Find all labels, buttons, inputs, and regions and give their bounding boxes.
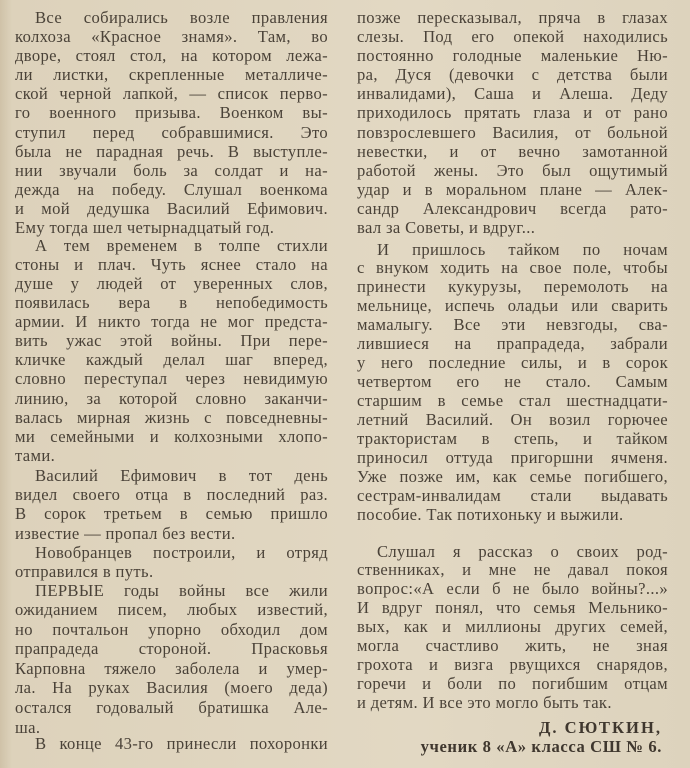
paragraph [15,236,328,466]
text-line: мельнице, испечь оладьи или сварить [357,297,668,316]
text-line: приносил оттуда пригоршни ячменя. [357,448,668,467]
paragraph [15,734,328,753]
text-line: горечи и боли по погибшим отцам [357,674,668,693]
text-line: была не парадная речь. В выступле- [15,141,328,161]
text-line: стоны и плач. Чуть яснее стало на [15,254,328,274]
text-line: прапрадеда стороной. Прасковья [15,639,328,659]
text-line: ПЕРВЫЕ годы войны все жили [35,580,328,600]
article-column-right [357,0,668,768]
paragraph [15,466,328,544]
text-line: инвалидами), Саша и Алеша. Деду [357,84,668,104]
text-line: повзрослевшего Василия, от больной [357,122,668,142]
text-line: ожиданием писем, любых известий, [15,600,328,620]
author-caption: ученик 8 «А» класса СШ № 6. [420,737,662,756]
text-line: работой жены. Это был ощутимый [357,160,668,180]
text-line: и детям. И все это могло быть так. [357,693,612,712]
text-line: ла. На руках Василия (моего деда) [15,678,328,698]
text-line: постоянно голодные маленькие Ню- [357,46,668,66]
text-line: ша. [15,717,41,737]
text-line: кличке каждый делал шаг вперед, [15,350,328,370]
text-line: могла счастливо жить, не зная [357,636,668,655]
text-line: слезы. Под его опекой находились [357,27,668,47]
text-line: ступил перед собравшимися. Это [15,122,328,142]
text-line: старшим в семье стал шестнадцати- [357,392,668,410]
text-line: Ему тогда шел четырнадцатый год. [15,218,275,238]
text-line: тами. [15,446,56,466]
text-line: трактористам в степь, и тайком [357,429,668,448]
text-line: грохота и визга рвущихся снарядов, [357,655,668,674]
text-line: ской черной лапкой, — список перво- [15,84,328,104]
text-line: И пришлось тайком по ночам [377,240,668,259]
text-line: вить ужас этой войны. При пере- [15,331,328,351]
paragraph [15,581,328,738]
text-line: словно переступал через невидимую [15,369,328,389]
text-line: В конце 43-го принесли похоронки [35,733,328,753]
author-name: Д. СЮТКИН, [538,718,662,737]
text-line: у него последние силы, и в сорок [357,354,668,373]
paragraph [357,8,668,237]
text-line: ственниках, и мне не давал покоя [357,561,668,580]
text-line: лившиеся на прапрадеда, забрали [357,335,668,354]
text-line: И вдруг понял, что семья Мельнико- [357,599,668,618]
text-line: невестки, и от вечно замотанной [357,141,668,161]
paragraph [15,8,328,237]
text-line: валась мирная жизнь с повседневны- [15,407,328,427]
text-line: дежда на победу. Слушал военкома [15,179,328,199]
text-line: позже пересказывал, пряча в глазах [357,8,668,27]
text-line: приходилось прятать глаза и от рано [357,103,668,123]
text-line: появилась вера в непобедимость [15,292,328,312]
text-line: и мой дедушка Василий Ефимович. [15,198,328,218]
text-line: но почтальон упорно обходил дом [15,619,328,639]
text-line: вых, как и миллионы других семей, [357,618,668,637]
text-line: Слушал я рассказ о своих род- [377,542,668,561]
text-line: летний Василий. Он возил горючее [357,410,668,429]
text-line: мамалыгу. Все эти невзгоды, сва- [357,316,668,335]
text-line: ра, Дуся (девочки с детства были [357,65,668,85]
text-line: отправился в путь. [15,561,154,581]
text-line: Уже позже им, как семье погибшего, [357,467,668,486]
text-line: линию, за которой словно заканчи- [15,388,328,408]
text-line: остался годовалый братишка Але- [15,698,328,718]
text-line: дворе, стоял стол, на котором лежа- [15,46,328,66]
text-line: А тем временем в толпе стихли [35,235,328,255]
text-line: армии. И никто тогда не мог предста- [15,312,328,332]
article-column-left [15,0,328,768]
paragraph [357,543,668,713]
text-line: вопрос:«А если б не было войны?...» [357,580,668,599]
text-line: видел своего отца в последний раз. [15,484,328,504]
text-line: сестрам-инвалидам стали выдавать [357,486,668,505]
text-line: известие — пропал без вести. [15,523,236,543]
text-line: Новобранцев построили, и отряд [35,542,328,562]
text-line: Карповна тяжело заболела и умер- [15,658,328,678]
text-line: с внуком ходить на свое поле, чтобы [357,259,668,278]
text-line: удар и в моральном плане — Алек- [357,179,668,199]
text-line: В сорок третьем в семью пришло [15,504,328,524]
text-line: принести кукурузы, перемолоть на [357,278,668,297]
text-line: ми семейными и колхозными хлопо- [15,426,328,446]
text-line: колхоза «Красное знамя». Там, во [15,27,328,47]
text-line: вал за Советы, и вдруг... [357,218,536,238]
text-line: нии звучали боль за солдат и на- [15,160,328,180]
text-line: ли листки, скрепленные металличе- [15,65,328,85]
text-line: душе у людей от уверенных слов, [15,273,328,293]
text-line: го военного призыва. Военком вы- [15,103,328,123]
text-line: Все собирались возле правления [35,8,328,27]
text-line: Василий Ефимович в тот день [35,465,328,485]
text-line: пособие. Так потихоньку и выжили. [357,505,624,524]
paragraph [15,543,328,581]
text-line: сандр Александрович всегда рато- [357,198,668,218]
text-line: четвертом его не стало. Самым [357,373,668,392]
paragraph [357,241,668,525]
